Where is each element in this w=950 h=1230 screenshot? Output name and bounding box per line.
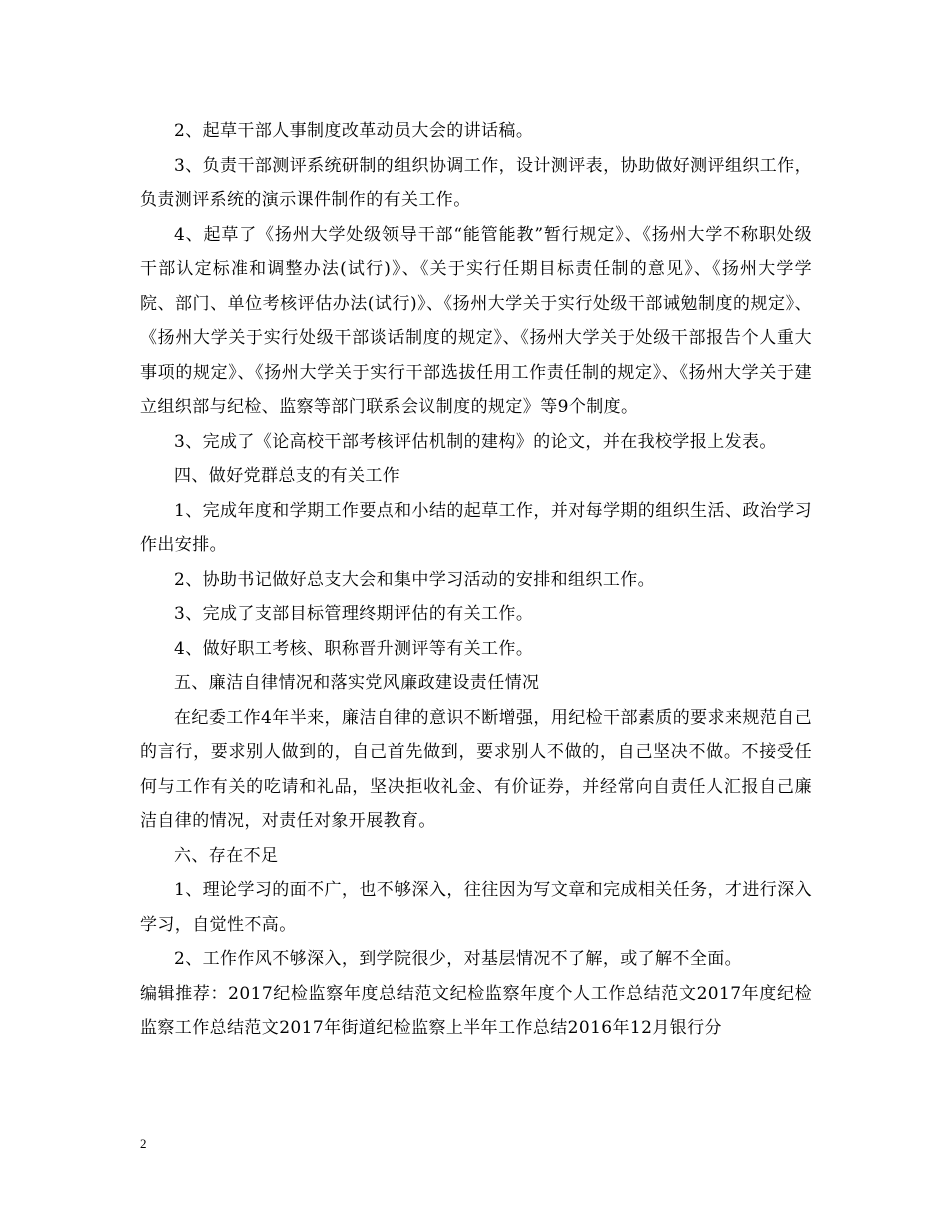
page-number: 2 (140, 1136, 147, 1151)
paragraph: 3、完成了支部目标管理终期评估的有关工作。 (174, 604, 534, 624)
editor-recommendation: 编辑推荐：2017纪检监察年度总结范文纪检监察年度个人工作总结范文2017年度纪检监察工作总结范文2017年街道纪检监察上半年工作总结2016年12月银行分 (140, 983, 812, 1038)
paragraph: 4、做好职工考核、职称晋升测评等有关工作。 (174, 638, 534, 659)
paragraph: 在纪委工作4年半来，廉洁自律的意识不断增强，用纪检干部素质的要求来规范自己的言行，要求别人做到的，自己首先做到，要求别人不做的，自己坚决不做。不接受任何与工作有关的吃请和礼品，坚决拒收礼金、有价证券，并经常向自责任人汇报自己廉洁自律的情况，对责任对象开展教育。 (140, 707, 812, 831)
paragraph: 3、完成了《论高校干部考核评估机制的建构》的论文，并在我校学报上发表。 (174, 431, 777, 452)
section-heading: 六、存在不足 (174, 845, 279, 866)
document-body (140, 114, 812, 1046)
paragraph: 3、负责干部测评系统研制的组织协调工作，设计测评表，协助做好测评组织工作，负责测评系统的演示课件制作的有关工作。 (140, 155, 812, 210)
section-heading: 四、做好党群总支的有关工作 (174, 466, 401, 486)
paragraph: 1、理论学习的面不广，也不够深入，往往因为写文章和完成相关任务，才进行深入学习，自觉性不高。 (140, 880, 812, 935)
paragraph: 2、起草干部人事制度改革动员大会的讲话稿。 (174, 121, 534, 141)
paragraph: 4、起草了《扬州大学处级领导干部“能管能教”暂行规定》、《扬州大学不称职处级干部认定标准和调整办法(试行)》、《关于实行任期目标责任制的意见》、《扬州大学学院、部门、单位考核评估办法(试行)》、《扬州大学关于实行处级干部诫勉制度的规定》、《扬州大学关于实行处级干部谈话制度的规定》、《扬州大学关于处级干部报告个人重大事项的规定》、《扬州大学关于实行干部选拔任用工作责任制的规定》、《扬州大学关于建立组织部与纪检、监察等部门联系会议制度的规定》等9个制度。 (140, 224, 812, 417)
section-heading: 五、廉洁自律情况和落实党风廉政建设责任情况 (174, 673, 540, 693)
paragraph: 2、协助书记做好总支大会和集中学习活动的安排和组织工作。 (174, 569, 656, 590)
paragraph: 1、完成年度和学期工作要点和小结的起草工作，并对每学期的组织生活、政治学习作出安排。 (140, 500, 812, 555)
paragraph: 2、工作作风不够深入，到学院很少，对基层情况不了解，或了解不全面。 (174, 949, 743, 969)
